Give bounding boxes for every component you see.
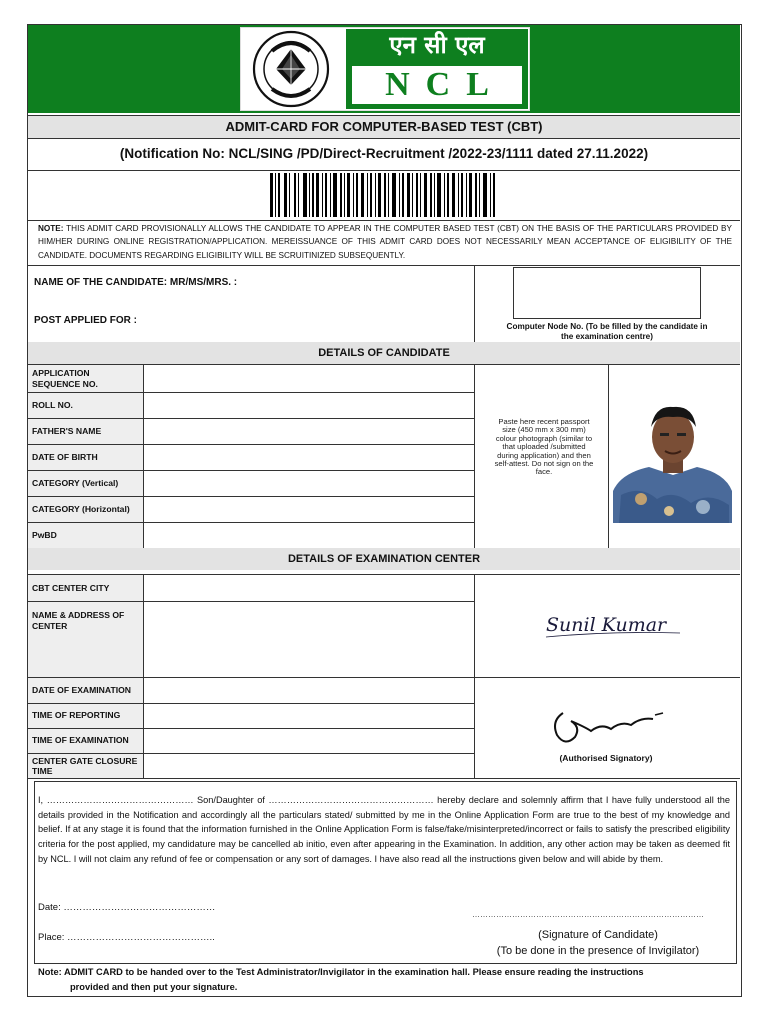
brand-english: NCL	[352, 66, 522, 104]
invigilator-note: (To be done in the presence of Invigilator)	[496, 945, 700, 957]
post-applied-label: POST APPLIED FOR :	[34, 315, 137, 326]
photo-paste-instructions: Paste here recent passport size (450 mm x 300 mm) colour photograph (similar to that uploaded /submitted during application) and then self-attest. Do not sign on the face.	[494, 417, 594, 477]
page-title: ADMIT-CARD FOR COMPUTER-BASED TEST (CBT)	[28, 115, 740, 138]
brand-english-block	[346, 61, 528, 109]
authorised-signatory-label: (Authorised Signatory)	[559, 753, 653, 763]
row-pwbd: PwBD	[28, 522, 143, 548]
row-category-horizontal: CATEGORY (Horizontal)	[28, 496, 143, 522]
admit-card	[27, 24, 742, 997]
signature-text: Sunil Kumar	[546, 614, 667, 636]
signature-of-candidate-label: (Signature of Candidate)	[538, 929, 658, 941]
candidate-name-label: NAME OF THE CANDIDATE: MR/MS/MRS. :	[34, 277, 238, 288]
notification-line: (Notification No: NCL/SING /PD/Direct-Recruitment /2022-23/1111 dated 27.11.2022)	[119, 146, 649, 161]
candidate-signature	[540, 603, 690, 647]
row-fathers-name: FATHER'S NAME	[28, 418, 143, 444]
row-date-of-examination: DATE OF EXAMINATION	[28, 678, 143, 703]
computer-node-box[interactable]	[513, 267, 701, 319]
authorised-signature	[549, 705, 669, 749]
row-category-vertical: CATEGORY (Vertical)	[28, 470, 143, 496]
brand-hindi: एन सी एल	[346, 29, 528, 61]
details-of-exam-center-header: DETAILS OF EXAMINATION CENTER	[28, 548, 740, 570]
declaration-text: I, ………………………………………… Son/Daughter of ……………………………………………… hereby declare and solemnly affirm that I have fully understood all the details provided in the Notification and accordingly all the particulars stated/ submitted by me in the Online Application Form are true to the best of my knowledge and belief. If at any stage it is found that the information furnished in the Online Application Form is false/fake/misinterpreted/incorrect or fails to satisfy the prescribed eligibility criteria for the post applied, my candidature may be cancelled ab initio, even after appearing in the Examination. In addition, any other action may be taken as deemed fit by NCL. I will not claim any refund of fee or compensation or any sort of damages. I have also read all the instructions given below and will abide by them.	[38, 795, 730, 864]
place-line: Place: ………………………………………..	[38, 932, 215, 943]
row-gate-closure-time: CENTER GATE CLOSURE TIME	[28, 753, 143, 779]
row-cbt-center-city: CBT CENTER CITY	[28, 575, 143, 601]
row-time-of-reporting: TIME OF REPORTING	[28, 703, 143, 728]
candidate-photo	[611, 399, 734, 523]
row-roll-no: ROLL NO.	[28, 392, 143, 418]
row-center-address: NAME & ADDRESS OF CENTER	[28, 602, 143, 677]
row-date-of-birth: DATE OF BIRTH	[28, 444, 143, 470]
details-of-candidate-header: DETAILS OF CANDIDATE	[28, 342, 740, 364]
computer-node-note: Computer Node No. (To be filled by the candidate in the examination centre)	[506, 322, 708, 341]
footer-line-1: Note: ADMIT CARD to be handed over to the Test Administrator/Invigilator in the examination hall. Please ensure reading the instructions	[38, 967, 644, 977]
barcode-icon	[270, 173, 495, 217]
coal-india-seal	[242, 29, 340, 109]
date-line: Date: …………………………………………	[38, 902, 216, 913]
top-note	[38, 222, 732, 262]
footer-note	[38, 965, 730, 994]
note-label: NOTE:	[38, 224, 64, 233]
barcode-area	[28, 170, 740, 220]
row-time-of-examination: TIME OF EXAMINATION	[28, 728, 143, 753]
ncl-brand-logo	[346, 29, 526, 109]
footer-line-2: provided and then put your signature.	[70, 981, 238, 992]
row-application-sequence: APPLICATION SEQUENCE NO.	[28, 365, 143, 392]
signature-dotted-line: ……………………………………………………………………………	[472, 910, 704, 919]
note-text: THIS ADMIT CARD PROVISIONALLY ALLOWS THE CANDIDATE TO APPEAR IN THE COMPUTER BASED TEST (CBT) ON THE BASIS OF THE PARTICULARS PROVIDED BY HIM/HER DURING ONLINE REGISTRATION/APPLICATION. MEREISSUANCE OF THIS ADMIT CARD DOES NOT NECESSARILY MEAN ACCEPTANCE OF ELIGIBILITY OF THE CANDIDATE. DOCUMENTS REGARDING ELIGIBILITY WILL BE SCRUITINIZED SUBSEQUENTLY.	[38, 224, 732, 260]
